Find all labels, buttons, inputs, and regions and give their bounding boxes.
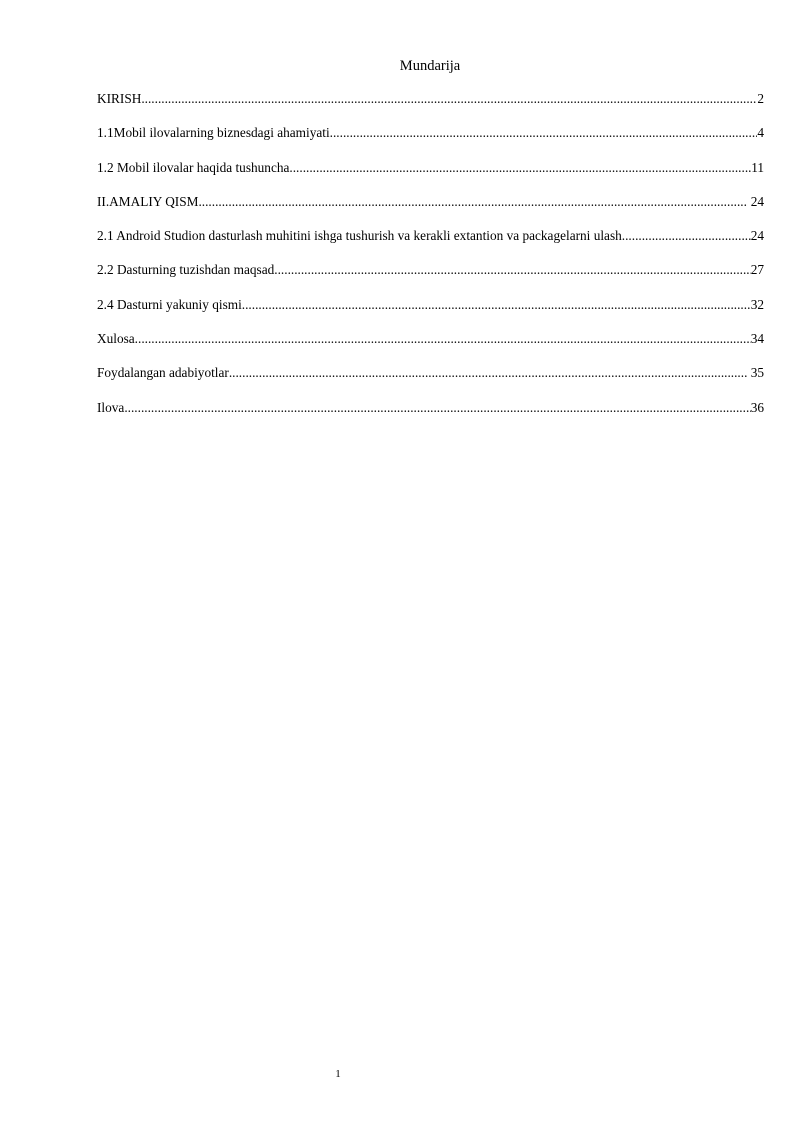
toc-entry-title: 1.2 Mobil ilovalar haqida tushuncha <box>97 159 290 175</box>
dot-leader <box>198 191 747 213</box>
toc-entry-page: 35 <box>747 365 764 381</box>
toc-entry-page: 32 <box>750 296 764 312</box>
page-number: 1 <box>335 1068 341 1080</box>
dot-leader <box>135 328 751 350</box>
dot-leader <box>330 122 758 144</box>
toc-entry <box>97 157 764 191</box>
toc-entry-title: 2.2 Dasturning tuzishdan maqsad <box>97 262 275 278</box>
dot-leader <box>242 294 751 316</box>
toc-entry-title: II.AMALIY QISM <box>97 193 199 209</box>
toc-entry <box>97 362 764 396</box>
toc-entry-title: Ilova <box>97 399 125 415</box>
toc-entry <box>97 259 764 293</box>
toc-entry-page: 2 <box>757 91 764 106</box>
toc-entry <box>97 328 764 362</box>
toc-entry <box>97 225 764 259</box>
toc-entry-page: 11 <box>751 159 764 175</box>
table-of-contents <box>97 88 764 431</box>
toc-entry-page: 4 <box>757 125 764 141</box>
toc-entry-title: 1.1Mobil ilovalarning biznesdagi ahamiyati <box>97 125 330 141</box>
toc-entry-page: 24 <box>747 193 764 209</box>
toc-entry <box>97 294 764 328</box>
toc-entry-title: Xulosa <box>97 331 135 347</box>
toc-entry <box>97 191 764 225</box>
toc-entry-page: 36 <box>750 399 764 415</box>
dot-leader <box>622 225 751 247</box>
toc-entry <box>97 88 764 122</box>
toc-entry-title: KIRISH <box>97 91 142 106</box>
dot-leader <box>229 362 748 384</box>
dot-leader <box>289 157 751 179</box>
dot-leader <box>141 88 757 110</box>
toc-entry-page: 24 <box>750 228 764 244</box>
toc-entry-title: 2.1 Android Studion dasturlash muhitini ishga tushurish va kerakli extantion va packagelarni ulash <box>97 228 622 244</box>
toc-entry-page: 34 <box>750 331 764 347</box>
toc-entry <box>97 122 764 156</box>
toc-entry <box>97 397 764 431</box>
dot-leader <box>274 259 750 281</box>
toc-entry-title: 2.4 Dasturni yakuniy qismi <box>97 296 242 312</box>
toc-entry-page: 27 <box>750 262 764 278</box>
page-title: Mundarija <box>399 58 461 74</box>
dot-leader <box>124 397 750 419</box>
toc-entry-title: Foydalangan adabiyotlar <box>97 365 229 381</box>
